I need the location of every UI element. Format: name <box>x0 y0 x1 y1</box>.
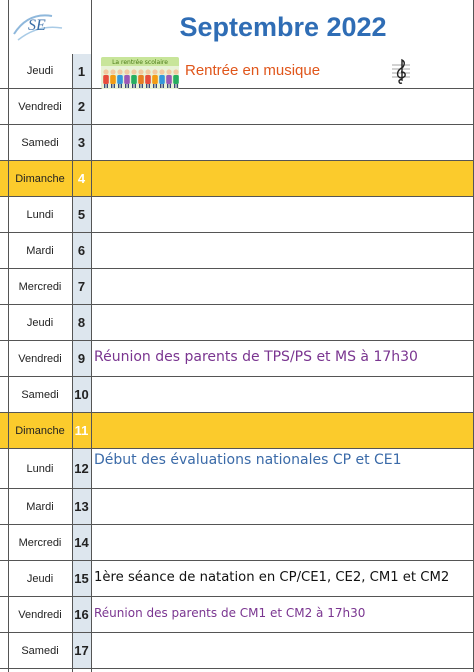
day-name: Mardi <box>26 244 54 257</box>
event-e16: Réunion des parents de CM1 et CM2 à 17h30 <box>94 606 366 620</box>
day-number: 1 <box>72 54 91 88</box>
day-name: Vendredi <box>18 352 62 365</box>
day-number: 9 <box>72 341 91 376</box>
day-name: Mercredi <box>18 280 62 293</box>
day-number: 4 <box>72 161 91 196</box>
day-name: Dimanche <box>15 424 65 437</box>
day-name: Vendredi <box>18 100 62 113</box>
day-number: 6 <box>72 233 91 268</box>
day-number: 5 <box>72 197 91 232</box>
calendar-header <box>0 0 474 55</box>
event-e12: Début des évaluations nationales CP et CE1 <box>94 452 402 468</box>
day-name: Lundi <box>26 208 54 221</box>
day-name: Jeudi <box>26 316 54 329</box>
banner-text: La rentrée scolaire <box>112 59 168 66</box>
day-name: Samedi <box>21 388 59 401</box>
col-divider-day <box>72 54 73 672</box>
event-e15: 1ère séance de natation en CP/CE1, CE2, CM1 et CM2 <box>94 570 450 585</box>
day-name: Dimanche <box>15 172 65 185</box>
day-name: Vendredi <box>18 608 62 621</box>
day-number: 14 <box>72 525 91 560</box>
logo-text: SE <box>28 17 46 34</box>
day-number: 17 <box>72 633 91 668</box>
day-name: Mardi <box>26 500 54 513</box>
back-to-school-banner <box>101 57 179 89</box>
page-title: Septembre 2022 <box>179 12 387 42</box>
left-border <box>8 0 9 672</box>
day-number: 13 <box>72 489 91 524</box>
event-e1: Rentrée en musique <box>185 62 321 79</box>
event-e9: Réunion des parents de TPS/PS et MS à 17h30 <box>94 349 418 365</box>
school-logo <box>8 4 68 50</box>
day-number: 15 <box>72 561 91 596</box>
day-number: 2 <box>72 89 91 124</box>
day-number: 16 <box>72 597 91 632</box>
day-name: Lundi <box>26 462 54 475</box>
day-name: Samedi <box>21 644 59 657</box>
day-name: Samedi <box>21 136 59 149</box>
day-name: Mercredi <box>18 536 62 549</box>
day-number: 3 <box>72 125 91 160</box>
day-number: 11 <box>72 413 91 448</box>
day-number: 10 <box>72 377 91 412</box>
day-name: Jeudi <box>26 572 54 585</box>
day-number: 8 <box>72 305 91 340</box>
day-number: 7 <box>72 269 91 304</box>
treble-clef-icon <box>390 56 412 86</box>
col-divider-num <box>91 0 92 672</box>
day-name: Jeudi <box>26 65 54 77</box>
day-number: 12 <box>72 449 91 488</box>
